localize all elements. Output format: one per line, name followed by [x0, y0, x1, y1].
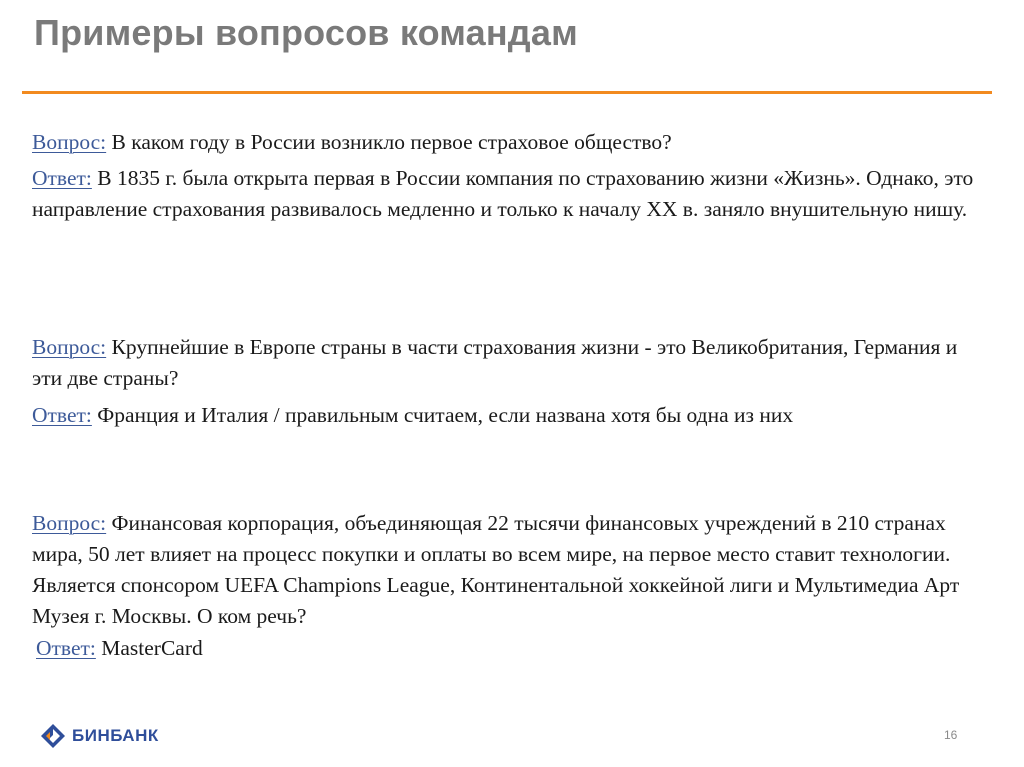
answer-2-text: Франция и Италия / правильным считаем, если названа хотя бы одна из них	[91, 403, 794, 427]
question-3-label: Вопрос:	[32, 511, 107, 535]
page-title: Примеры вопросов командам	[34, 12, 578, 53]
title-divider	[22, 91, 992, 94]
answer-3	[36, 633, 996, 664]
question-3	[32, 508, 992, 632]
answer-1-label: Ответ:	[32, 166, 92, 190]
answer-2	[32, 400, 992, 431]
answer-1	[32, 163, 992, 225]
page-number: 16	[944, 728, 958, 742]
question-2	[32, 332, 992, 394]
binbank-logo	[40, 723, 159, 749]
answer-2-label: Ответ:	[32, 403, 92, 427]
question-2-text: Крупнейшие в Европе страны в части страхования жизни - это Великобритания, Германия и эти две страны?	[32, 335, 958, 390]
answer-3-label: Ответ:	[36, 636, 96, 660]
binbank-logo-text: БИНБАНК	[72, 726, 159, 745]
question-2-label: Вопрос:	[32, 335, 107, 359]
binbank-logo-icon	[40, 723, 66, 749]
question-1-text: В каком году в России возникло первое страховое общество?	[106, 130, 672, 154]
answer-1-text: В 1835 г. была открыта первая в России компания по страхованию жизни «Жизнь». Однако, это направление страхования развивалось медленно и только к началу XX в. заняло внушительную нишу.	[32, 166, 974, 221]
question-1-label: Вопрос:	[32, 130, 107, 154]
question-3-text: Финансовая корпорация, объединяющая 22 тысячи финансовых учреждений в 210 странах мира, 50 лет влияет на процесс покупки и оплаты во всем мире, на первое место ставит технологии. Является спонсором UEFA Champions League, Континентальной хоккейной лиги и Мультимедиа Арт Музея г. Москвы. О ком речь?	[32, 511, 960, 628]
question-1	[32, 127, 992, 158]
answer-3-text: MasterCard	[95, 636, 203, 660]
